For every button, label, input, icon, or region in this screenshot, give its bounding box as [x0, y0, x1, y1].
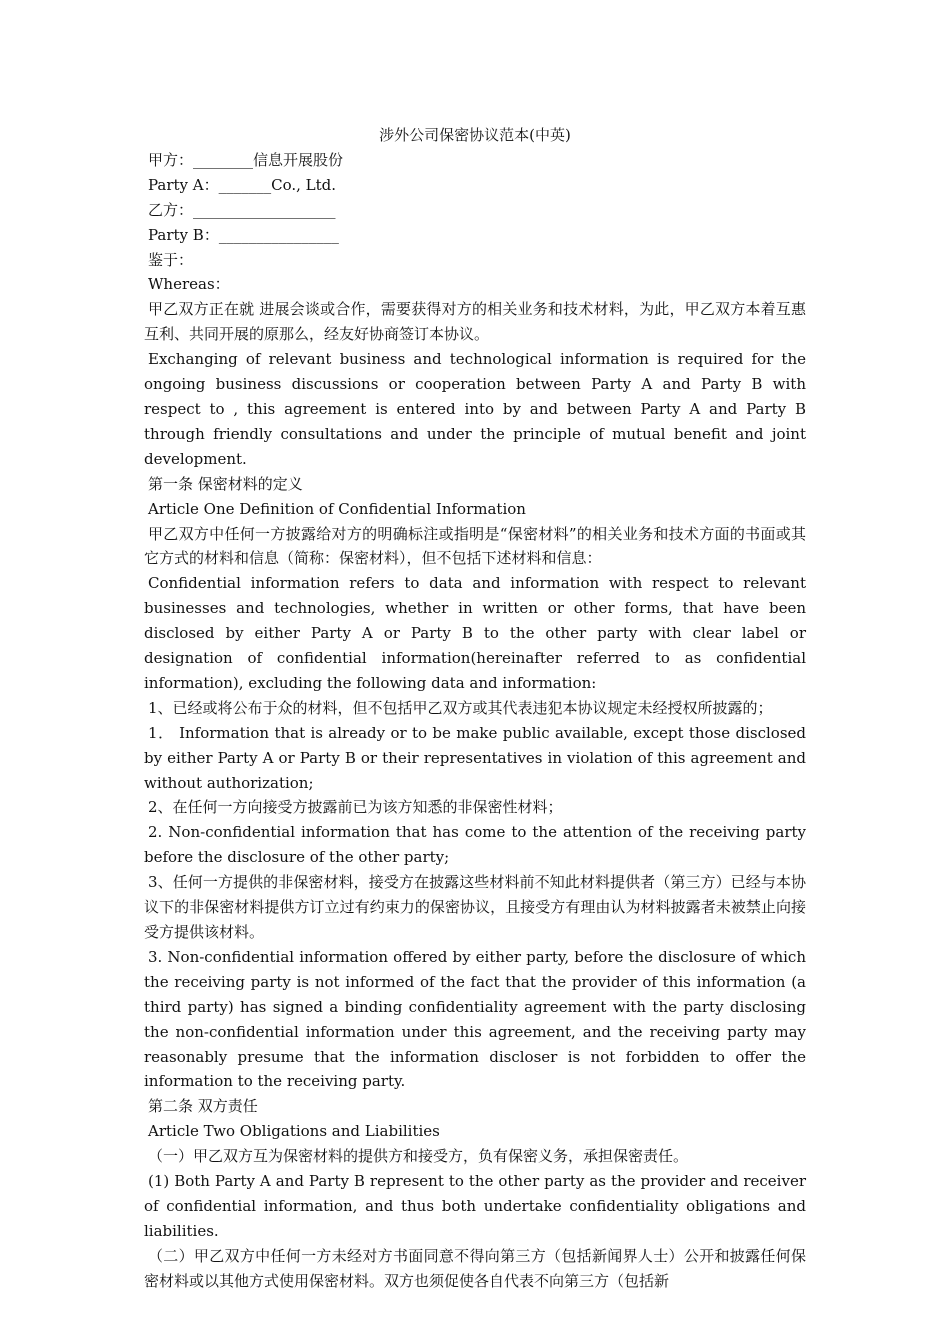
exclusion-1-en: 1． Information that is already or to be make public available, except those disclosed by either Party A or Party B or their representatives in violation of this agreement and without authorization;	[144, 723, 806, 792]
exclusion-2-cn: 2、在任何一方向接受方披露前已为该方知悉的非保密性材料；	[148, 798, 563, 817]
article-one-heading-cn: 第一条 保密材料的定义	[148, 474, 303, 493]
article-two-heading-en: Article Two Obligations and Liabilities	[148, 1122, 440, 1141]
party-a-cn: 甲方：________信息开展股份	[148, 150, 344, 169]
obligation-1-en: (1) Both Party A and Party B represent to the other party as the provider and receiver of confidential information, and thus both undertake confidentiality obligations and liabilities.	[144, 1172, 806, 1240]
exclusion-3-cn: 3、任何一方提供的非保密材料，接受方在披露这些材料前不知此材料提供者（第三方）已经与本协议下的非保密材料提供方订立过有约束力的保密协议，且接受方有理由认为材料披露者未被禁止向接受方提供该材料。	[144, 873, 806, 941]
document-page	[144, 120, 806, 1294]
whereas-cn: 鉴于：	[148, 250, 194, 269]
document-title: 涉外公司保密协议范本(中英)	[379, 126, 571, 144]
party-a-en: Party A：_______Co., Ltd.	[148, 175, 337, 194]
exclusion-1-cn: 1、已经或将公布于众的材料，但不包括甲乙双方或其代表违犯本协议规定未经授权所披露的；	[148, 698, 773, 717]
exclusion-2-en: 2. Non-confidential information that has come to the attention of the receiving party before the disclosure of the other party;	[144, 823, 806, 867]
party-b-cn: 乙方：___________________	[148, 200, 336, 219]
recital-en: Exchanging of relevant business and technological information is required for the ongoing business discussions or cooperation between Party A and Party B with respect to , this agreement is entered into by and between Party A and Party B through friendly consultations and under the principle of mutual benefit and joint development.	[144, 350, 806, 468]
party-b-en: Party B：________________	[148, 225, 339, 244]
obligation-2-cn: （二）甲乙双方中任何一方未经对方书面同意不得向第三方（包括新闻界人士）公开和披露任何保密材料或以其他方式使用保密材料。双方也须促使各自代表不向第三方（包括新	[144, 1246, 806, 1290]
recital-cn: 甲乙双方正在就 进展会谈或合作，需要获得对方的相关业务和技术材料，为此，甲乙双方本着互惠互利、共同开展的原那么，经友好协商签订本协议。	[144, 300, 806, 344]
exclusion-3-en: 3. Non-confidential information offered by either party, before the disclosure of which the receiving party is not informed of the fact that the provider of this information (a third party) has signed a binding confidentiality agreement with the party disclosing the non-confidential information under this agreement, and the receiving party may reasonably presume that the information discloser is not forbidden to offer the information to the receiving party.	[144, 947, 806, 1091]
article-one-heading-en: Article One Definition of Confidential Information	[148, 499, 526, 518]
definition-en: Confidential information refers to data and information with respect to relevant businesses and technologies, whether in written or other forms, that have been disclosed by either Party A or Party B to the other party with clear label or designation of confidential information(hereinafter referred to as confidential information), excluding the following data and information:	[144, 574, 806, 692]
definition-cn: 甲乙双方中任何一方披露给对方的明确标注或指明是“保密材料”的相关业务和技术方面的书面或其它方式的材料和信息（简称：保密材料），但不包括下述材料和信息：	[144, 524, 806, 568]
whereas-en: Whereas：	[148, 275, 230, 294]
obligation-1-cn: （一）甲乙双方互为保密材料的提供方和接受方，负有保密义务，承担保密责任。	[148, 1147, 689, 1166]
article-two-heading-cn: 第二条 双方责任	[148, 1097, 258, 1116]
